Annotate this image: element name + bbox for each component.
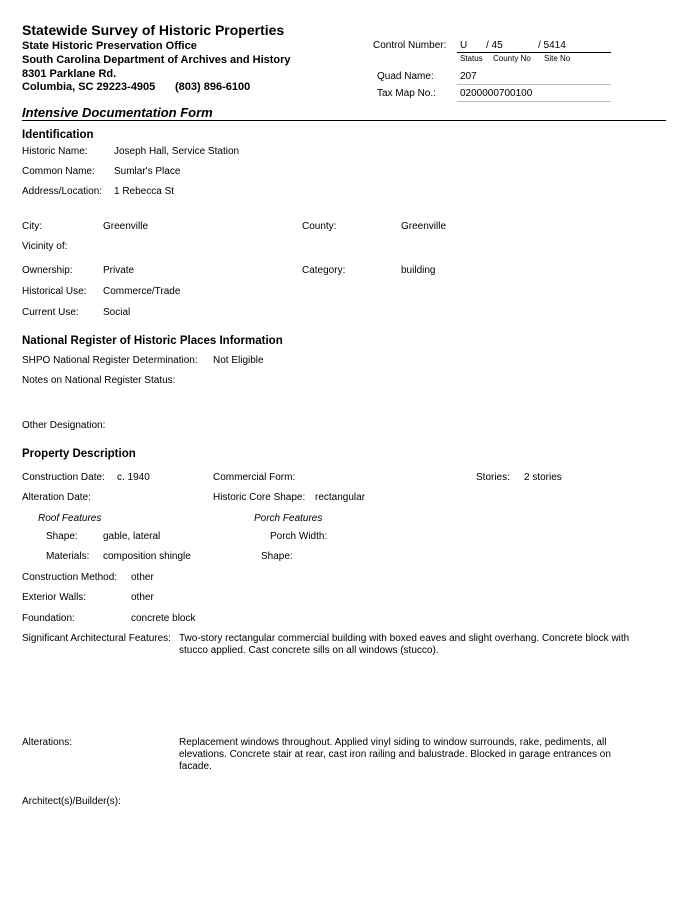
roof-shape-value: gable, lateral bbox=[103, 531, 161, 542]
form-title-rule bbox=[22, 120, 666, 121]
control-number-rule bbox=[457, 52, 611, 53]
street-address: 8301 Parklane Rd. bbox=[22, 68, 117, 80]
current-use-label: Current Use: bbox=[22, 307, 79, 318]
nr-determination-value: Not Eligible bbox=[213, 355, 264, 366]
commercial-form-label: Commercial Form: bbox=[213, 472, 296, 483]
construction-date-value: c. 1940 bbox=[117, 472, 150, 483]
address-label: Address/Location: bbox=[22, 186, 103, 197]
address-value: 1 Rebecca St bbox=[114, 186, 175, 197]
alterations-label: Alterations: bbox=[22, 737, 73, 748]
construction-date-label: Construction Date: bbox=[22, 472, 105, 483]
common-name-value: Sumlar's Place bbox=[114, 166, 181, 177]
materials-label: Materials: bbox=[46, 551, 90, 562]
control-county-no: / 45 bbox=[486, 40, 503, 51]
form-title: Intensive Documentation Form bbox=[22, 105, 213, 120]
historical-use-label: Historical Use: bbox=[22, 286, 87, 297]
category-value: building bbox=[401, 265, 436, 276]
county-caption: County No bbox=[493, 54, 531, 63]
control-status: U bbox=[460, 40, 468, 51]
nr-notes-label: Notes on National Register Status: bbox=[22, 375, 176, 386]
stories-label: Stories: bbox=[476, 472, 510, 483]
nr-determination-label: SHPO National Register Determination: bbox=[22, 355, 198, 366]
property-description-heading: Property Description bbox=[22, 448, 136, 460]
alteration-date-label: Alteration Date: bbox=[22, 492, 91, 503]
historic-name-value: Joseph Hall, Service Station bbox=[114, 146, 240, 157]
city-zip: Columbia, SC 29223-4905 bbox=[22, 81, 156, 93]
exterior-walls-label: Exterior Walls: bbox=[22, 592, 87, 603]
status-caption: Status bbox=[460, 54, 483, 63]
department-name: South Carolina Department of Archives and History bbox=[22, 54, 291, 66]
significant-features-label: Significant Architectural Features: bbox=[22, 633, 171, 644]
control-number-label: Control Number: bbox=[373, 40, 447, 51]
exterior-walls-value: other bbox=[131, 592, 154, 603]
porch-width-label: Porch Width: bbox=[270, 531, 328, 542]
quad-name-rule bbox=[457, 84, 611, 85]
control-site-no: / 5414 bbox=[538, 40, 566, 51]
ownership-value: Private bbox=[103, 265, 135, 276]
core-shape-value: rectangular bbox=[315, 492, 366, 503]
tax-map-label: Tax Map No.: bbox=[377, 88, 436, 99]
identification-heading: Identification bbox=[22, 129, 94, 141]
tax-map-value: 0200000700100 bbox=[460, 88, 533, 99]
quad-name-value: 207 bbox=[460, 71, 477, 82]
historical-use-value: Commerce/Trade bbox=[103, 286, 181, 297]
porch-features-heading: Porch Features bbox=[254, 513, 323, 524]
county-label: County: bbox=[302, 221, 337, 232]
construction-method-value: other bbox=[131, 572, 154, 583]
core-shape-label: Historic Core Shape: bbox=[213, 492, 306, 503]
city-value: Greenville bbox=[103, 221, 149, 232]
roof-features-heading: Roof Features bbox=[38, 513, 102, 524]
category-label: Category: bbox=[302, 265, 346, 276]
alterations-value: Replacement windows throughout. Applied vinyl siding to window surrounds, rake, pediments, all elevations. Concrete stair at rear, cast iron railing and balustrade. Blocked in garage entrances on facade. bbox=[179, 737, 611, 772]
common-name-label: Common Name: bbox=[22, 166, 95, 177]
construction-method-label: Construction Method: bbox=[22, 572, 118, 583]
national-register-heading: National Register of Historic Places Information bbox=[22, 335, 283, 347]
other-designation-label: Other Designation: bbox=[22, 420, 106, 431]
office-name: State Historic Preservation Office bbox=[22, 40, 197, 52]
roof-shape-label: Shape: bbox=[46, 531, 78, 542]
tax-map-rule bbox=[457, 101, 611, 102]
foundation-value: concrete block bbox=[131, 613, 196, 624]
foundation-label: Foundation: bbox=[22, 613, 75, 624]
phone-number: (803) 896-6100 bbox=[175, 81, 251, 93]
historic-name-label: Historic Name: bbox=[22, 146, 88, 157]
survey-title: Statewide Survey of Historic Properties bbox=[22, 22, 285, 38]
site-caption: Site No bbox=[544, 54, 571, 63]
porch-shape-label: Shape: bbox=[261, 551, 293, 562]
city-label: City: bbox=[22, 221, 42, 232]
materials-value: composition shingle bbox=[103, 551, 191, 562]
significant-features-value: Two-story rectangular commercial building with boxed eaves and slight overhang. Concrete block with stucco applied. Cast concrete sills on all windows (stucco). bbox=[179, 633, 630, 656]
ownership-label: Ownership: bbox=[22, 265, 73, 276]
stories-value: 2 stories bbox=[524, 472, 562, 483]
county-value: Greenville bbox=[401, 221, 447, 232]
vicinity-label: Vicinity of: bbox=[22, 241, 68, 252]
current-use-value: Social bbox=[103, 307, 131, 318]
quad-name-label: Quad Name: bbox=[377, 71, 434, 82]
architect-builder-label: Architect(s)/Builder(s): bbox=[22, 796, 121, 807]
